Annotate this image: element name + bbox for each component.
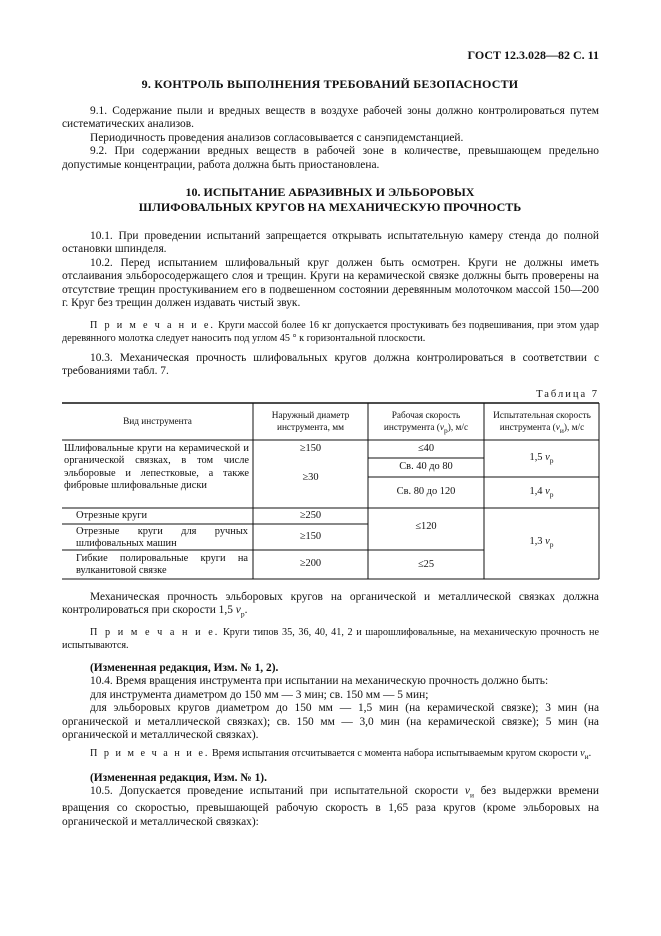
para-9-1b: Периодичность проведения анализов согласовывается с санэпидемстанцией. [90,131,464,144]
diam-250: ≥250 [299,510,322,521]
test-1-4: 1,4 $v_р$ [529,486,554,500]
th-working-speed: Рабочая скорость инструмента $(v_р)$, м/с [383,411,469,435]
test-1-3: 1,3 $v_р$ [529,536,554,550]
section-10-4 [62,662,599,742]
section-9-title: 9. КОНТРОЛЬ ВЫПОЛНЕНИЯ ТРЕБОВАНИЙ БЕЗОПАСНОСТИ [141,77,519,91]
speed-120: ≤120 [415,521,437,532]
page-header: ГОСТ 12.3.028—82 С. 11 [467,48,599,62]
edit-note-2: (Измененная редакция, Изм. № 1). [90,772,267,784]
para-10-2: 10.2. Перед испытанием шлифовальный круг должен быть осмотрен. Круги не должны иметь отслаивания эльборосодержащего слоя и трещин. Круги на керамической связке должны быть проверены на отсутствие трещин простукиванием его в подвешенном состоянии деревянным молоточком массой 150—200 г. Круг без трещин должен издавать чистый звук. [62,256,599,310]
tool-flexible-polishing: Гибкие полировальные круги на вулканитовой связке [76,553,248,577]
th-test-speed: Испытательная скорость инструмента $(v_и)$, м/с [493,411,591,435]
th-tool: Вид инструмента [123,417,192,427]
note-1-text: Круги массой более 16 кг допускается простукивать без подвешивания, при этом удар деревянного молотка следует наносить под углом 45 ° к горизонтальной плоскости. [62,320,599,344]
diam-30: ≥30 [302,472,319,483]
speed-40: ≤40 [417,443,435,454]
note-3-label: П р и м е ч а н и е. [90,748,210,759]
speed-40-80: Св. 40 до 80 [399,461,453,472]
speed-25: ≤25 [417,559,435,570]
note-2-text: Круги типов 35, 36, 40, 41, 2 и шарошлифовальные, на механическую прочность не испытываются. [62,627,600,651]
note-2 [62,627,599,652]
table-caption: Таблица 7 [536,389,599,400]
diam-150b: ≥150 [299,531,322,542]
note-3: П р и м е ч а н и е. Время испытания отсчитывается с момента набора испытываемым кругом скорости $v_и$. [90,748,592,762]
para-10-3: 10.3. Механическая прочность шлифовальных кругов должна контролироваться в соответствии с требованиями табл. 7. [62,352,599,378]
note-1-label: П р и м е ч а н и е. [90,320,215,331]
para-10-4-b: для инструмента диаметром до 150 мм — 3 мин; св. 150 мм — 5 мин; [90,688,429,701]
diam-150: ≥150 [299,443,322,454]
tool-cutoff-hand: Отрезные круги для ручных шлифовальных машин [76,526,248,550]
para-10-1: 10.1. При проведении испытаний запрещается открывать испытательную камеру стенда до полной остановки шпинделя. [62,230,599,256]
diam-200: ≥200 [299,558,322,569]
note-2-label: П р и м е ч а н и е. [90,627,220,638]
speed-80-120: Св. 80 до 120 [396,486,456,497]
para-9-2: 9.2. При содержании вредных веществ в рабочей зоне в количестве, превышающем предельно допустимые концентрации, работа должна быть приостановлена. [62,145,599,171]
section-10-5 [62,772,599,829]
section-10-title-line1: 10. ИСПЫТАНИЕ АБРАЗИВНЫХ И ЭЛЬБОРОВЫХ [185,185,475,199]
tool-grinding-wheels: Шлифовальные круги на керамической и органической связках, в том числе эльборовые и лепестковые, а также фибровые шлифовальные диски [64,443,249,492]
para-10-5: 10.5. Допускается проведение испытаний при испытательной скорости $v_и$ без выдержки времени вращения со скоростью, превышающей рабочую скорость в 1,65 раза кругов (кроме эльборовых на органической и металлической связках): [62,785,599,828]
edit-note-1: (Измененная редакция, Изм. № 1, 2). [90,662,279,674]
tool-cutoff-wheels: Отрезные круги [76,510,148,521]
th-diameter: Наружный диаметр инструмента, мм [271,411,350,433]
para-elbor-strength: Механическая прочность эльборовых кругов на органической и металлической связках должна контролироваться при скорости 1,5 $v_р$. [62,591,599,619]
para-9-1: 9.1. Содержание пыли и вредных веществ в воздухе рабочей зоны должно контролироваться путем систематических анализов. [62,105,599,131]
para-10-4: 10.4. Время вращения инструмента при испытании на механическую прочность должно быть: [90,675,549,688]
para-10-4-c: для эльборовых кругов диаметром до 150 мм — 1,5 мин (на керамической связке); 3 мин (на органической и металлической связках); св. 150 мм — 3,0 мин (на керамической связке); 5 мин (на органической и металлической связках). [62,702,599,742]
section-10-title-line2: ШЛИФОВАЛЬНЫХ КРУГОВ НА МЕХАНИЧЕСКУЮ ПРОЧНОСТЬ [138,199,522,214]
test-1-5: 1,5 $v_р$ [529,452,554,466]
